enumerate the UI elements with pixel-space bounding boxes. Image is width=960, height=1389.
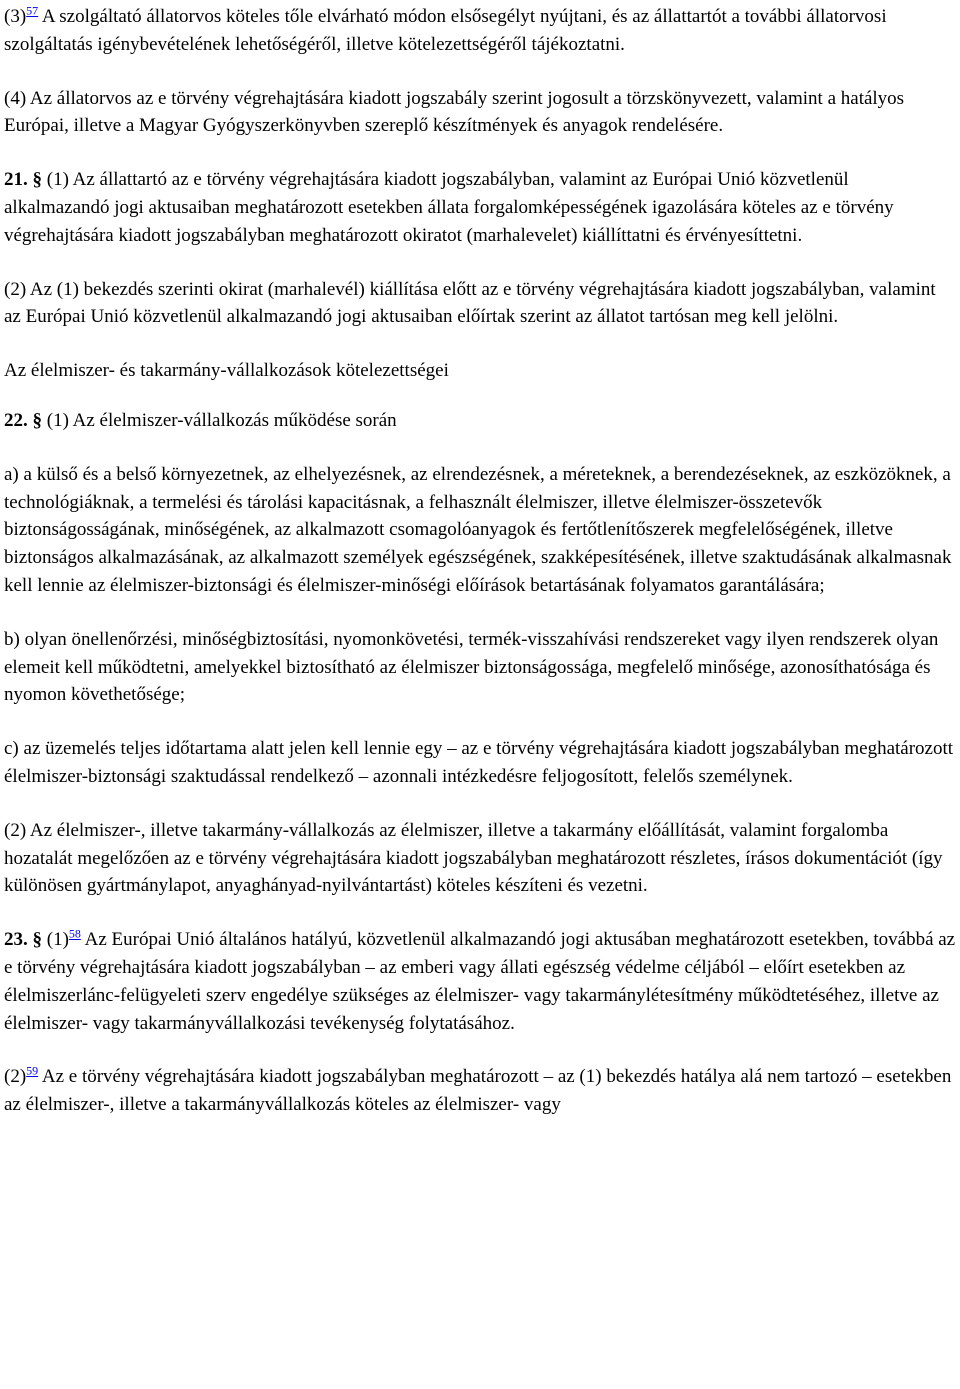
section-heading: Az élelmiszer- és takarmány-vállalkozások kötelezettségei xyxy=(4,360,449,382)
section-22-paragraph-2: (2) Az élelmiszer-, illetve takarmány-vállalkozás az élelmiszer, illetve a takarmány előállítását, valamint forgalomba hozatalát megelőzően az e törvény végrehajtására kiadott jogszabályban meghatározott részletes, írásos dokumentációt (így különösen gyártmánylapot, anyaghányad-nyilvántartást) köteles készíteni és vezetni. xyxy=(4,819,943,897)
footnote-link-57[interactable]: 57 xyxy=(26,3,39,18)
list-item-c: c) az üzemelés teljes időtartama alatt jelen kell lennie egy – az e törvény végrehajtására kiadott jogszabályban meghatározott élelmiszer-biztonsági szaktudással rendelkező – azonnali intézkedésre feljogosított, felelős személynek. xyxy=(4,738,954,787)
section-23-paragraph-1: 23. § $(1)^{58}$ Az Európai Unió általános hatályú, közvetlenül alkalmazandó jogi aktusában meghatározott esetekben, továbbá az e törvény végrehajtására kiadott jogszabályban – az emberi vagy állati egészség védelme céljából – előírt esetekben az élelmiszerlánc-felügyeleti szerv engedélye szükséges az élelmiszer- vagy takarmánylétesítmény működtetéséhez, illetve az élelmiszer- vagy takarmányvállalkozási tevékenység folytatásához. xyxy=(4,926,956,1034)
list-item-b: b) olyan önellenőrzési, minőségbiztosítási, nyomonkövetési, termék-visszahívási rendszereket vagy ilyen rendszerek olyan elemeit kell működtetni, amelyekkel biztosítható az élelmiszer biztonságossága, megfelelő minősége, azonosíthatósága és nyomon követhetősége; xyxy=(4,628,939,706)
list-item-a: a) a külső és a belső környezetnek, az elhelyezésnek, az elrendezésnek, a méreteknek, a berendezéseknek, az eszközöknek, a technológiáknak, a termelési és tárolási kapacitásnak, a felhasznált élelmiszer, illetve élelmiszer-összetevők biztonságosságának, minőségének, az alkalmazott csomagolóanyagok és fertőtlenítőszerek megfelelőségének, illetve biztonságos alkalmazásának, az alkalmazott személyek egészségének, szakképesítésének, illetve szaktudásának alkalmasnak kell lennie az élelmiszer-biztonsági és élelmiszer-minőségi előírások betartásának folyamatos garantálására; xyxy=(4,463,952,596)
section-22-paragraph-1: 22. § (1) Az élelmiszer-vállalkozás működése során xyxy=(4,409,397,431)
paragraph-3: $(3)^{57}$ A szolgáltató állatorvos köteles tőle elvárható módon elsősegélyt nyújtani, és az állattartót a további állatorvosi szolgáltatás igénybevételének lehetőségéről, illetve kötelezettségéről tájékoztatni. xyxy=(4,3,887,55)
footnote-link-59[interactable]: 59 xyxy=(26,1063,39,1078)
paragraph-4: (4) Az állatorvos az e törvény végrehajtására kiadott jogszabály szerint jogosult a törzskönyvezett, valamint a hatályos Európai, illetve a Magyar Gyógyszerkönyvben szereplő készítmények és anyagok rendelésére. xyxy=(4,87,905,137)
section-21-paragraph-1: 21. § (1) Az állattartó az e törvény végrehajtására kiadott jogszabályban, valamint az Európai Unió közvetlenül alkalmazandó jogi aktusaiban meghatározott esetekben állata forgalomképességének igazolására köteles az e törvény végrehajtására kiadott jogszabályban meghatározott okiratot (marhalevelet) kiállíttatni és érvényesíttetni. xyxy=(4,169,894,246)
section-number: 22. § xyxy=(4,409,42,431)
section-23-paragraph-2: $(2)^{59}$ Az e törvény végrehajtására kiadott jogszabályban meghatározott – az (1) bekezdés hatálya alá nem tartozó – esetekben az élelmiszer-, illetve a takarmányvállalkozás köteles az élelmiszer- vagy xyxy=(4,1063,952,1116)
section-number: 23. § xyxy=(4,929,42,951)
section-21-paragraph-2: (2) Az (1) bekezdés szerinti okirat (marhalevél) kiállítása előtt az e törvény végrehajtására kiadott jogszabályban, valamint az Európai Unió közvetlenül alkalmazandó jogi aktusaiban előírtak szerint az állatot tartósan meg kell jelölni. xyxy=(4,278,936,328)
footnote-link-58[interactable]: 58 xyxy=(68,926,81,941)
section-number: 21. § xyxy=(4,169,42,191)
